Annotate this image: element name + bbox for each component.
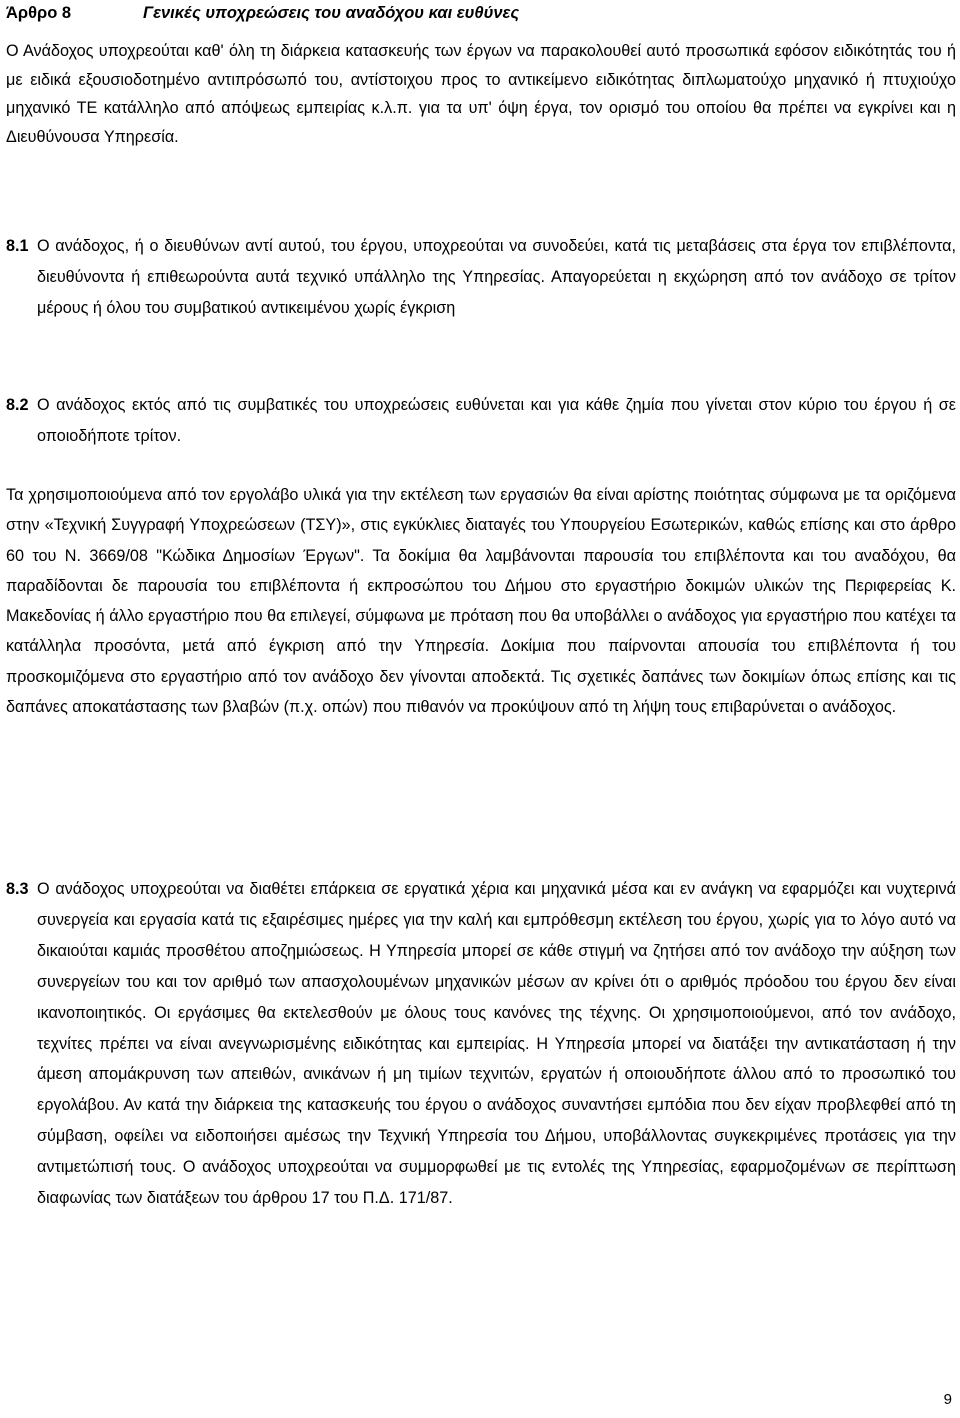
clause-number: 8.2 bbox=[6, 396, 29, 414]
clause-number: 8.1 bbox=[6, 237, 29, 255]
page-number: 9 bbox=[943, 1391, 952, 1408]
clause-8-3 bbox=[6, 874, 956, 1214]
clause-text: Ο ανάδοχος υποχρεούται να διαθέτει επάρκεια σε εργατικά χέρια και μηχανικά μέσα και εν ανάγκη να εφαρμόζει και νυχτερινά συνεργεία και εργασία κατά τις εξαιρέσιμες ημέρες για την καλή και εμπρόθεσμη εκτέλεση του έργου, χωρίς για το λόγο αυτό να δικαιούται καμιάς προσθέτου αποζημιώσεως. Η Υπηρεσία μπορεί σε κάθε στιγμή να ζητήσει από τον ανάδοχο την αύξηση των συνεργείων του και τον αριθμό των απασχολουμένων μηχανικών μέσων αν κρίνει ότι ο αριθμός πρόοδου του έργου δεν είναι ικανοποιητικός. Οι εργάσιμες θα εκτελεσθούν με όλους τους κανόνες της τέχνης. Οι χρησιμοποιούμενοι, από τον ανάδοχο, τεχνίτες πρέπει να είναι ανεγνωρισμένης ειδικότητας και εμπειρίας. Η Υπηρεσία μπορεί να διατάξει την αντικατάσταση ή την άμεση απομάκρυνση των απειθών, ανικάνων ή μη τιμίων τεχνιτών, εργατών ή οποιουδήποτε άλλου από το προσωπικό του εργολάβου. Αν κατά την διάρκεια της κατασκευής του έργου ο ανάδοχος συναντήσει εμπόδια που δεν είχαν προβλεφθεί από τη σύμβαση, οφείλει να ειδοποιήσει αμέσως την Τεχνική Υπηρεσία του Δήμου, υποβάλλοντας συγκεκριμένες προτάσεις για την αντιμετώπισή τους. Ο ανάδοχος υποχρεούται να συμμορφωθεί με τις εντολές της Υπηρεσίας, εφαρμοζομένων σε περίπτωση διαφωνίας των διατάξεων του άρθρου 17 του Π.Δ. 171/87. bbox=[37, 880, 956, 1208]
article-number: Άρθρο 8 bbox=[6, 4, 72, 22]
materials-paragraph: Τα χρησιμοποιούμενα από τον εργολάβο υλικά για την εκτέλεση των εργασιών θα είναι αρίστης ποιότητας σύμφωνα με τα οριζόμενα στην «Τεχνική Συγγραφή Υποχρεώσεων (ΤΣΥ)», στις εγκύκλιες διαταγές του Υπουργείου Εσωτερικών, καθώς επίσης και στο άρθρο 60 του Ν. 3669/08 "Κώδικα Δημοσίων Έργων". Τα δοκίμια θα λαμβάνονται παρουσία του επιβλέποντα και του αναδόχου, θα παραδίδονται δε παρουσία του επιβλέποντα ή εκπροσώπου του Δήμου στο εργαστήριο δοκιμών υλικών της Περιφερείας Κ. Μακεδονίας ή άλλο εργαστήριο που θα επιλεγεί, σύμφωνα με πρόταση που θα υποβάλλει ο ανάδοχος για εργαστήριο που κατέχει τα κατάλληλα προσόντα, μετά από έγκριση από την Υπηρεσία. Δοκίμια που παίρνονται απουσία του επιβλέποντα ή του προσκομιζόμενα στο εργαστήριο από τον ανάδοχο δεν γίνονται αποδεκτά. Τις σχετικές δαπάνες των δοκιμίων όπως επίσης και τις δαπάνες αποκατάστασης των βλαβών (π.χ. οπών) που πιθανόν να προκύψουν από τη λήψη τους επιβαρύνεται ο ανάδοχος. bbox=[6, 486, 956, 717]
article-heading bbox=[6, 2, 519, 24]
clause-8-2 bbox=[6, 390, 956, 452]
clause-text: Ο ανάδοχος εκτός από τις συμβατικές του υποχρεώσεις ευθύνεται και για κάθε ζημία που γίνεται στον κύριο του έργου ή σε οποιοδήποτε τρίτον. bbox=[37, 396, 956, 445]
article-title: Γενικές υποχρεώσεις του αναδόχου και ευθύνες bbox=[143, 4, 520, 22]
clause-8-1 bbox=[6, 231, 956, 324]
intro-paragraph: Ο Ανάδοχος υποχρεούται καθ' όλη τη διάρκεια κατασκευής των έργων να παρακολουθεί αυτό προσωπικά εφόσον ειδικότητάς του ή με ειδικά εξουσιοδοτημένο αντιπρόσωπό του, αντίστοιχου προς το αντικείμενο ειδικότητας διπλωματούχο μηχανικό ή πτυχιούχο μηχανικό ΤΕ κατάλληλο από απόψεως εμπειρίας κ.λ.π. για τα υπ' όψη έργα, τον ορισμό του οποίου θα πρέπει να εγκρίνει και η Διευθύνουσα Υπηρεσία. bbox=[6, 42, 956, 146]
clause-number: 8.3 bbox=[6, 880, 29, 898]
clause-text: Ο ανάδοχος, ή ο διευθύνων αντί αυτού, του έργου, υποχρεούται να συνοδεύει, κατά τις μεταβάσεις στα έργα τον επιβλέποντα, διευθύνοντα ή επιθεωρούντα αυτά τεχνικό υπάλληλο της Υπηρεσίας. Απαγορεύεται η εκχώρηση από τον ανάδοχο σε τρίτον μέρους ή όλου του συμβατικού αντικειμένου χωρίς έγκριση bbox=[37, 237, 956, 317]
